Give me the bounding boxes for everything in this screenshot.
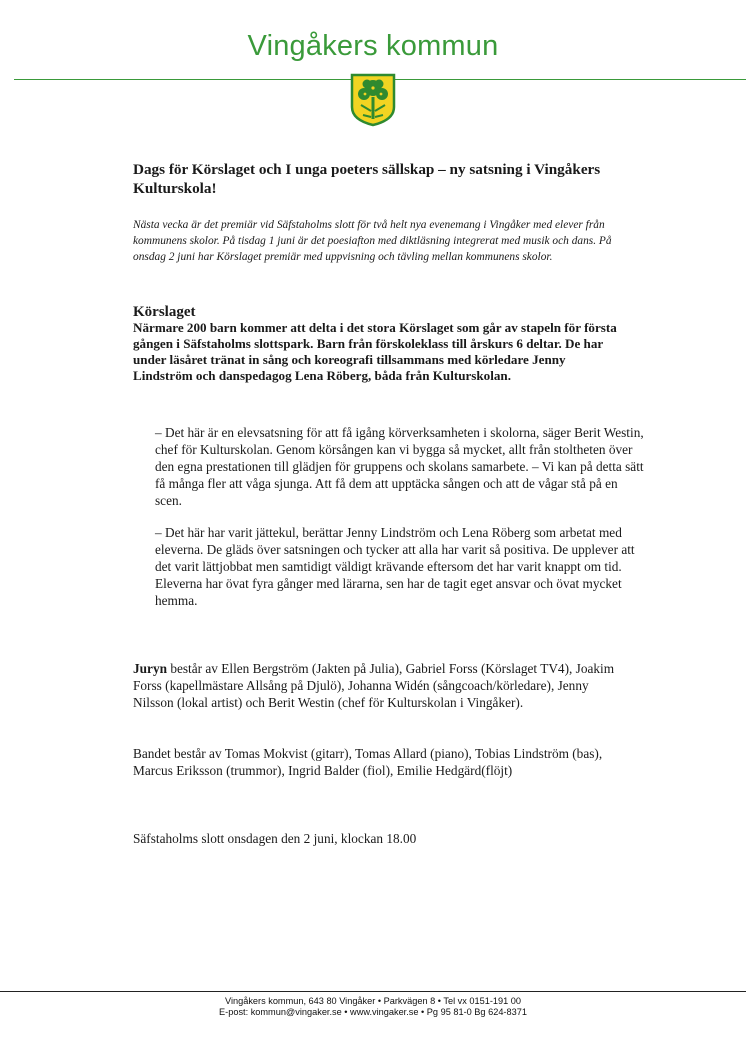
footer-contact: E-post: kommun@vingaker.se • www.vingaker.se • Pg 95 81-0 Bg 624-8371 [219, 1007, 527, 1017]
event-info: Säfstaholms slott onsdagen den 2 juni, klockan 18.00 [133, 831, 417, 846]
jury-label: Juryn [133, 661, 167, 676]
footer-rule [0, 991, 746, 992]
jury-text: består av Ellen Bergström (Jakten på Julia), Gabriel Forss (Körslaget TV4), Joakim Forss (kapellmästare Allsång på Djulö), Johanna Widén (sångcoach/körledare), Jenny Nilsson (lokal artist) och Berit Westin (chef för Kulturskolan i Vingåker). [133, 661, 615, 710]
article-title: Dags för Körslaget och I unga poeters sällskap – ny satsning i Vingåkers Kulturskola! [133, 161, 601, 197]
quote-paragraph: – Det här har varit jättekul, berättar Jenny Lindström och Lena Röberg som arbetat med eleverna. De gläds över satsningen och tycker att alla har varit så positiva. De upplever att det varit lättjobbat men samtidigt väldigt krävande eftersom det har varit knappt om tid. Eleverna har övat fyra gånger med lärarna, sen har de tagit eget ansvar och övat mycket hemma. [155, 525, 635, 608]
jury-paragraph [133, 660, 623, 711]
article-lead: Nästa vecka är det premiär vid Säfstaholms slott för två helt nya evenemang i Vingåker med elever från kommunens skolor. På tisdag 1 juni är det poesiafton med diktläsning integrerat med musik och dans. På onsdag 2 juni har Körslaget premiär med uppvisning och tävling mellan kommunens skolor. [133, 219, 612, 263]
band-paragraph: Bandet består av Tomas Mokvist (gitarr), Tomas Allard (piano), Tobias Lindström (bas), Marcus Eriksson (trummor), Ingrid Balder (fiol), Emilie Hedgärd(flöjt) [133, 746, 603, 778]
municipal-crest-icon [350, 73, 396, 127]
section-heading: Körslaget [133, 304, 196, 320]
org-name: Vingåkers kommun [247, 30, 499, 62]
quote-paragraph: – Det här är en elevsatsning för att få igång körverksamheten i skolorna, säger Berit Westin, chef för Kulturskolan. Genom körsången kan vi bygga så mycket, allt från stoltheten över den egna prestationen till glädjen för gruppens och skolans samarbete. – Vi kan på detta sätt få många fler att våga sjunga. Att få dem att upptäcka sången och att de vågar stå på en scen. [155, 425, 644, 508]
footer-address: Vingåkers kommun, 643 80 Vingåker • Parkvägen 8 • Tel vx 0151-191 00 [224, 996, 522, 1006]
section-lead: Närmare 200 barn kommer att delta i det stora Körslaget som går av stapeln för första gången i Säfstaholms slottspark. Barn från förskoleklass till årskurs 6 deltar. De har under läsåret tränat in sång och koreografi tillsammans med körledare Jenny Lindström och danspedagog Lena Röberg, båda från Kulturskolan. [133, 320, 617, 383]
page-footer [0, 996, 746, 1018]
